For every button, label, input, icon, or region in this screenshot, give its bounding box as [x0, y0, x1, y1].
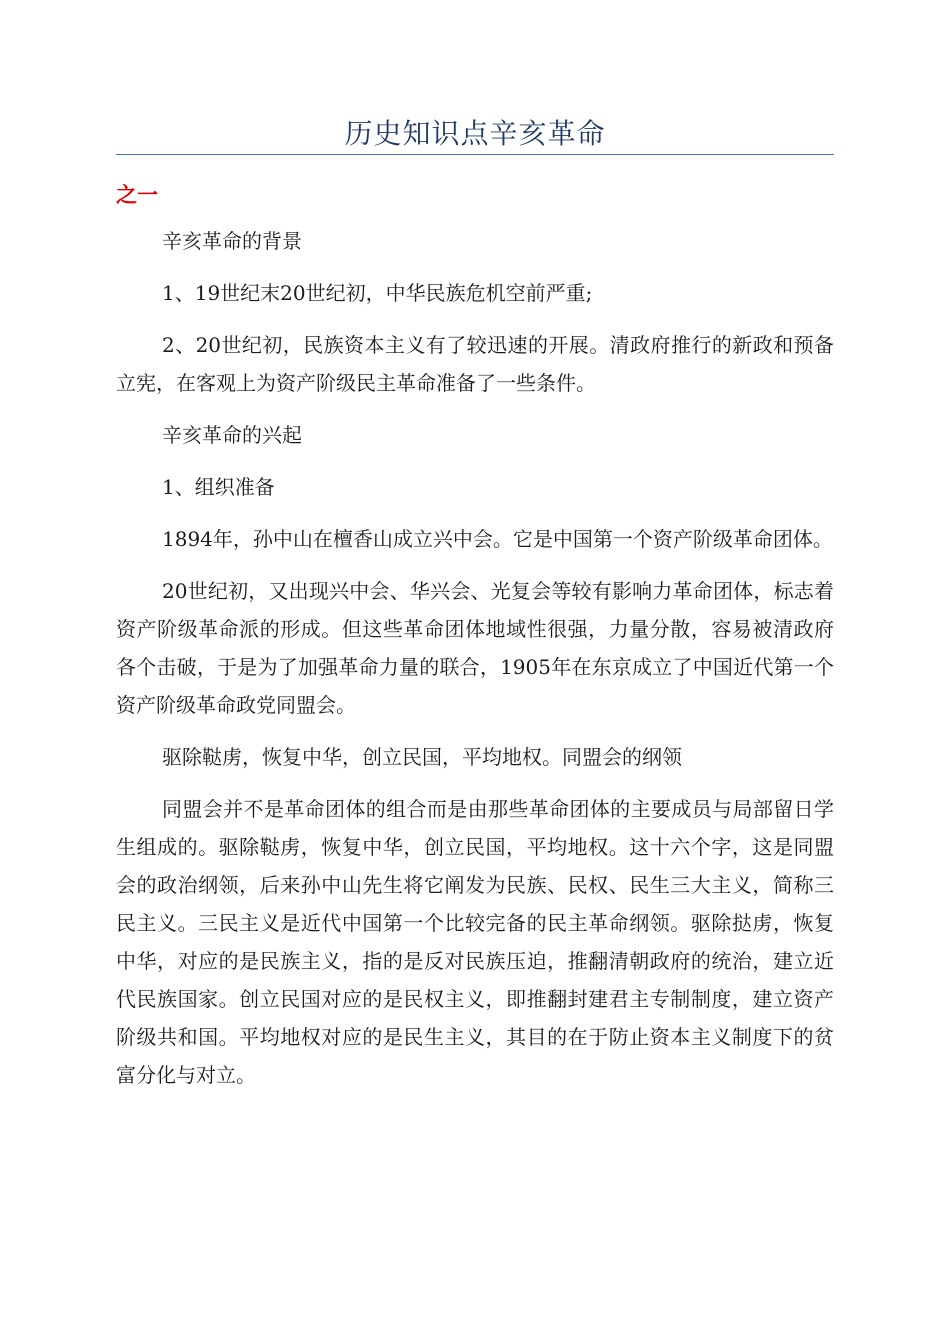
paragraph: 驱除鞑虏，恢复中华，创立民国，平均地权。同盟会的纲领: [162, 745, 682, 769]
title-underline: [116, 154, 834, 155]
paragraph: 2、20世纪初，民族资本主义有了较迅速的开展。清政府推行的新政和预备立宪，在客观上为资产阶级民主革命准备了一些条件。: [116, 333, 834, 395]
document-body: [116, 222, 834, 1108]
paragraph: 同盟会并不是革命团体的组合而是由那些革命团体的主要成员与局部留日学生组成的。驱除鞑虏，恢复中华，创立民国，平均地权。这十六个字，这是同盟会的政治纲领，后来孙中山先生将它阐发为民族、民权、民生三大主义，简称三民主义。三民主义是近代中国第一个比较完备的民主革命纲领。驱除挞虏，恢复中华，对应的是民族主义，指的是反对民族压迫，推翻清朝政府的统治，建立近代民族国家。创立民国对应的是民权主义，即推翻封建君主专制制度，建立资产阶级共和国。平均地权对应的是民生主义，其目的在于防止资本主义制度下的贫富分化与对立。: [116, 797, 834, 1087]
paragraph: 1、19世纪末20世纪初，中华民族危机空前严重;: [162, 281, 593, 305]
document-title: 历史知识点辛亥革命: [344, 117, 606, 150]
paragraph: 20世纪初，又出现兴中会、华兴会、光复会等较有影响力革命团体，标志着资产阶级革命派的形成。但这些革命团体地域性很强，力量分散，容易被清政府各个击破，于是为了加强革命力量的联合，1905年在东京成立了中国近代第一个资产阶级革命政党同盟会。: [116, 579, 834, 717]
section-heading: 之一: [116, 183, 158, 207]
paragraph: 1、组织准备: [162, 475, 275, 499]
paragraph: 辛亥革命的背景: [162, 229, 302, 253]
paragraph: 辛亥革命的兴起: [162, 423, 302, 447]
paragraph: 1894年，孙中山在檀香山成立兴中会。它是中国第一个资产阶级革命团体。: [162, 527, 833, 551]
